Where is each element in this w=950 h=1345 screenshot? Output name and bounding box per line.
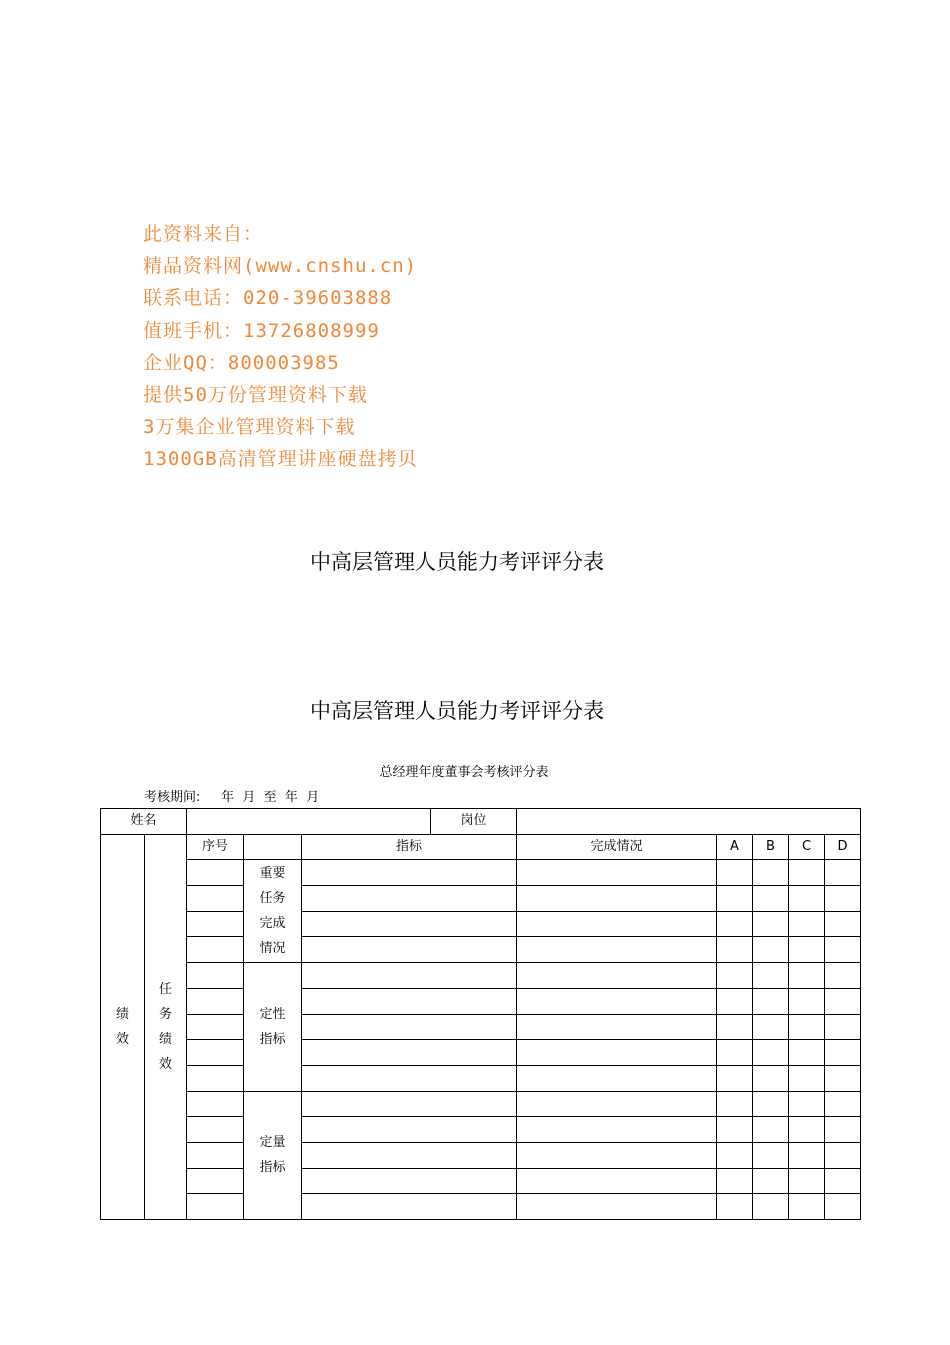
seq-cell[interactable] — [187, 860, 244, 886]
col-header-d: D — [825, 834, 861, 860]
score-a-cell[interactable] — [717, 1091, 753, 1117]
ad-line: 提供50万份管理资料下载 — [143, 384, 368, 407]
score-a-cell[interactable] — [717, 1117, 753, 1143]
score-c-cell[interactable] — [789, 1040, 825, 1066]
completion-cell[interactable] — [517, 911, 717, 937]
score-d-cell[interactable] — [825, 1091, 861, 1117]
score-d-cell[interactable] — [825, 963, 861, 989]
score-a-cell[interactable] — [717, 963, 753, 989]
indicator-cell[interactable] — [302, 1014, 517, 1040]
doc-title: 中高层管理人员能力考评评分表 — [310, 550, 604, 574]
seq-cell[interactable] — [187, 1117, 244, 1143]
table-row — [101, 988, 861, 1014]
col-header-a: A — [717, 834, 753, 860]
score-a-cell[interactable] — [717, 1194, 753, 1220]
score-a-cell[interactable] — [717, 1065, 753, 1091]
score-d-cell[interactable] — [825, 1168, 861, 1194]
score-d-cell[interactable] — [825, 988, 861, 1014]
table-row — [101, 911, 861, 937]
seq-cell[interactable] — [187, 1091, 244, 1117]
score-a-cell[interactable] — [717, 988, 753, 1014]
position-field[interactable] — [517, 809, 861, 835]
score-b-cell[interactable] — [753, 911, 789, 937]
score-b-cell[interactable] — [753, 1194, 789, 1220]
completion-cell[interactable] — [517, 860, 717, 886]
score-d-cell[interactable] — [825, 860, 861, 886]
score-c-cell[interactable] — [789, 1142, 825, 1168]
score-c-cell[interactable] — [789, 860, 825, 886]
table-row — [101, 1194, 861, 1220]
score-b-cell[interactable] — [753, 1040, 789, 1066]
ad-line: 精品资料网(www.cnshu.cn) — [143, 255, 418, 278]
score-c-cell[interactable] — [789, 1117, 825, 1143]
completion-cell[interactable] — [517, 1014, 717, 1040]
score-b-cell[interactable] — [753, 1117, 789, 1143]
score-b-cell[interactable] — [753, 1065, 789, 1091]
table-row — [101, 937, 861, 963]
score-a-cell[interactable] — [717, 1040, 753, 1066]
table-row — [101, 963, 861, 989]
completion-cell[interactable] — [517, 1168, 717, 1194]
ad-line: 3万集企业管理资料下载 — [143, 416, 356, 439]
seq-cell[interactable] — [187, 911, 244, 937]
period-month-1: 月 — [242, 790, 256, 805]
score-a-cell[interactable] — [717, 911, 753, 937]
score-c-cell[interactable] — [789, 1014, 825, 1040]
indicator-cell[interactable] — [302, 860, 517, 886]
period-to: 至 — [263, 790, 277, 805]
name-field[interactable] — [187, 809, 431, 835]
indicator-cell[interactable] — [302, 1117, 517, 1143]
table-row — [101, 860, 861, 886]
col-header-indicator: 指标 — [302, 834, 517, 860]
header-row-name — [101, 809, 861, 835]
group-quantitative: 定量 指标 — [244, 1091, 302, 1219]
score-d-cell[interactable] — [825, 886, 861, 912]
completion-cell[interactable] — [517, 1040, 717, 1066]
indicator-cell[interactable] — [302, 1065, 517, 1091]
score-a-cell[interactable] — [717, 1014, 753, 1040]
ad-block — [143, 218, 418, 476]
table-row — [101, 1117, 861, 1143]
score-table — [100, 808, 861, 1220]
table-row — [101, 1091, 861, 1117]
score-b-cell[interactable] — [753, 937, 789, 963]
period-year-1: 年 — [221, 790, 235, 805]
indicator-cell[interactable] — [302, 911, 517, 937]
score-c-cell[interactable] — [789, 1065, 825, 1091]
task-performance-category: 任 务 绩 效 — [145, 834, 187, 1219]
col-header-seq: 序号 — [187, 834, 244, 860]
score-a-cell[interactable] — [717, 1142, 753, 1168]
period-year-2: 年 — [284, 790, 298, 805]
table-row — [101, 1065, 861, 1091]
ad-line: 此资料来自： — [143, 223, 264, 245]
ad-line: 企业QQ：800003985 — [143, 351, 340, 374]
score-c-cell[interactable] — [789, 1091, 825, 1117]
score-b-cell[interactable] — [753, 1168, 789, 1194]
seq-cell[interactable] — [187, 1065, 244, 1091]
score-d-cell[interactable] — [825, 1065, 861, 1091]
score-d-cell[interactable] — [825, 937, 861, 963]
indicator-cell[interactable] — [302, 1040, 517, 1066]
table-row — [101, 1040, 861, 1066]
score-c-cell[interactable] — [789, 911, 825, 937]
col-header-b: B — [753, 834, 789, 860]
seq-cell[interactable] — [187, 937, 244, 963]
score-b-cell[interactable] — [753, 1091, 789, 1117]
score-c-cell[interactable] — [789, 1194, 825, 1220]
score-c-cell[interactable] — [789, 886, 825, 912]
ad-line: 值班手机：13726808999 — [143, 319, 380, 342]
col-header-completion: 完成情况 — [517, 834, 717, 860]
seq-cell[interactable] — [187, 1142, 244, 1168]
score-c-cell[interactable] — [789, 1168, 825, 1194]
assessment-period — [144, 786, 319, 805]
score-a-cell[interactable] — [717, 860, 753, 886]
seq-cell[interactable] — [187, 1194, 244, 1220]
performance-category: 绩 效 — [101, 834, 145, 1219]
indicator-cell[interactable] — [302, 937, 517, 963]
completion-cell[interactable] — [517, 1194, 717, 1220]
score-c-cell[interactable] — [789, 937, 825, 963]
completion-cell[interactable] — [517, 988, 717, 1014]
score-d-cell[interactable] — [825, 1014, 861, 1040]
table-row — [101, 1142, 861, 1168]
completion-cell[interactable] — [517, 1091, 717, 1117]
completion-cell[interactable] — [517, 1117, 717, 1143]
score-b-cell[interactable] — [753, 886, 789, 912]
indicator-cell[interactable] — [302, 1194, 517, 1220]
seq-cell[interactable] — [187, 988, 244, 1014]
indicator-cell[interactable] — [302, 988, 517, 1014]
name-label: 姓名 — [101, 809, 187, 835]
indicator-cell[interactable] — [302, 963, 517, 989]
header-row-columns — [101, 834, 861, 860]
col-header-group — [244, 834, 302, 860]
position-label: 岗位 — [431, 809, 517, 835]
score-d-cell[interactable] — [825, 1142, 861, 1168]
score-c-cell[interactable] — [789, 988, 825, 1014]
score-b-cell[interactable] — [753, 1014, 789, 1040]
score-a-cell[interactable] — [717, 886, 753, 912]
seq-cell[interactable] — [187, 963, 244, 989]
table-row — [101, 1168, 861, 1194]
indicator-cell[interactable] — [302, 1142, 517, 1168]
score-d-cell[interactable] — [825, 1040, 861, 1066]
ad-line: 联系电话：020-39603888 — [143, 287, 393, 310]
period-month-2: 月 — [306, 790, 320, 805]
score-d-cell[interactable] — [825, 911, 861, 937]
score-a-cell[interactable] — [717, 1168, 753, 1194]
group-qualitative: 定性 指标 — [244, 963, 302, 1091]
indicator-cell[interactable] — [302, 886, 517, 912]
score-d-cell[interactable] — [825, 1117, 861, 1143]
col-header-c: C — [789, 834, 825, 860]
form-title: 总经理年度董事会考核评分表 — [379, 765, 549, 780]
period-label: 考核期间: — [144, 790, 201, 805]
score-d-cell[interactable] — [825, 1194, 861, 1220]
ad-line: 1300GB高清管理讲座硬盘拷贝 — [143, 448, 418, 471]
completion-cell[interactable] — [517, 963, 717, 989]
seq-cell[interactable] — [187, 1040, 244, 1066]
seq-cell[interactable] — [187, 1014, 244, 1040]
group-important: 重要 任务 完成 情况 — [244, 860, 302, 963]
table-row — [101, 1014, 861, 1040]
score-a-cell[interactable] — [717, 937, 753, 963]
table-row — [101, 886, 861, 912]
indicator-cell[interactable] — [302, 1091, 517, 1117]
score-b-cell[interactable] — [753, 1142, 789, 1168]
completion-cell[interactable] — [517, 886, 717, 912]
score-b-cell[interactable] — [753, 860, 789, 886]
indicator-cell[interactable] — [302, 1168, 517, 1194]
completion-cell[interactable] — [517, 1142, 717, 1168]
doc-title-repeat: 中高层管理人员能力考评评分表 — [310, 699, 604, 723]
score-c-cell[interactable] — [789, 963, 825, 989]
seq-cell[interactable] — [187, 886, 244, 912]
completion-cell[interactable] — [517, 937, 717, 963]
seq-cell[interactable] — [187, 1168, 244, 1194]
score-b-cell[interactable] — [753, 988, 789, 1014]
completion-cell[interactable] — [517, 1065, 717, 1091]
score-b-cell[interactable] — [753, 963, 789, 989]
